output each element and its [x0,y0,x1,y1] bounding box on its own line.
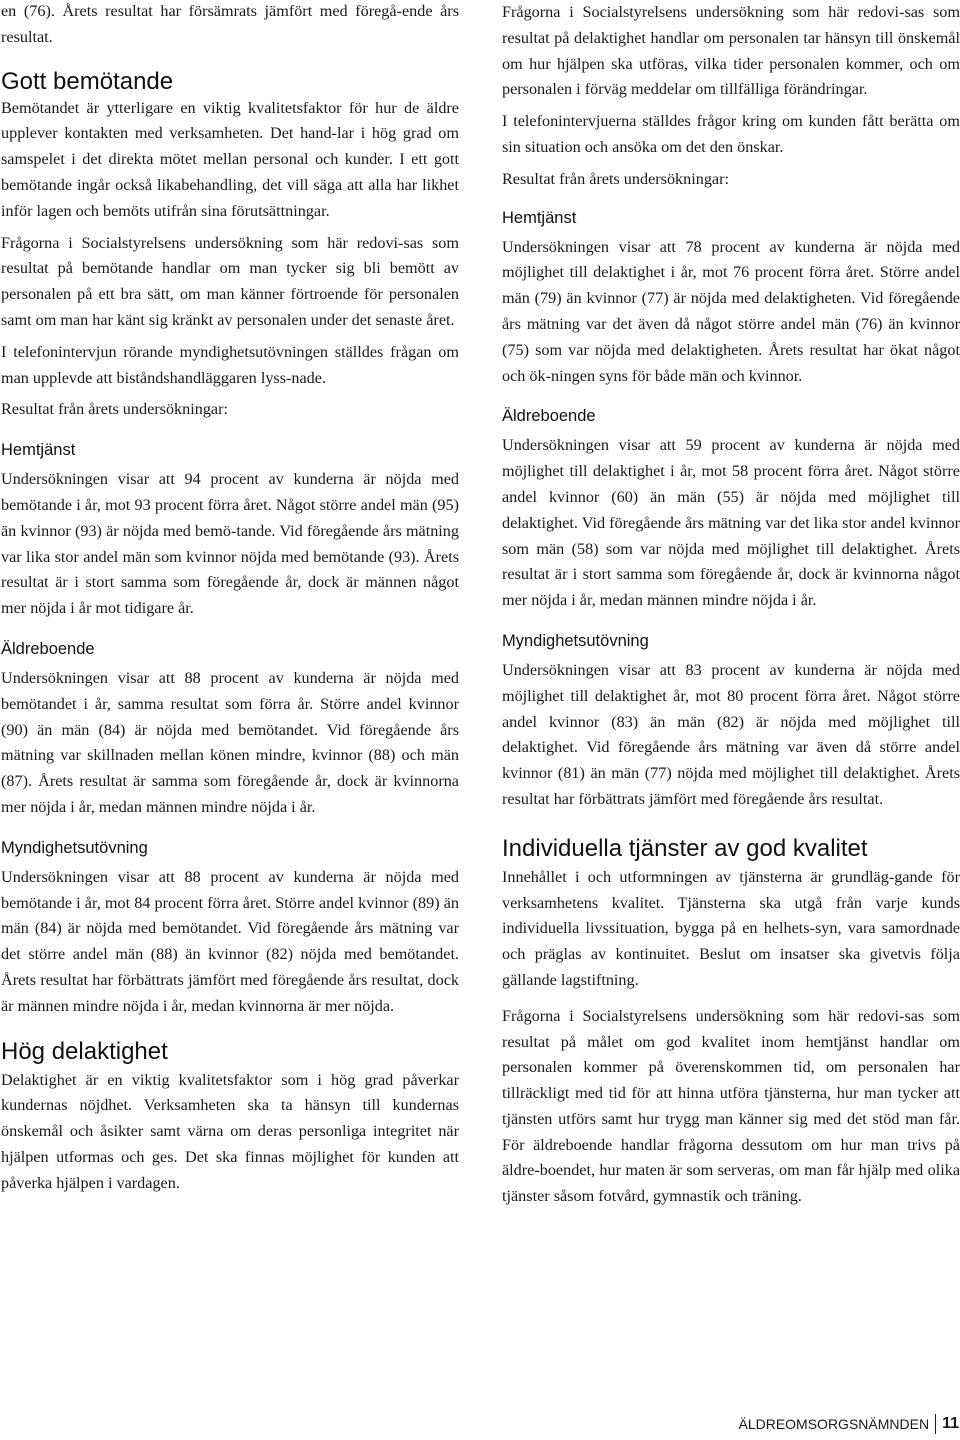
section-heading-delaktighet: Hög delaktighet [1,1037,168,1065]
body-paragraph: Frågorna i Socialstyrelsens undersökning som här redovi-sas som resultat på bemötande handlar om man tycker sig bli bemött av personalen på ett bra sätt, om man känner förtroende för personalen samt om man har känt sig kränkt av personalen under det senaste året. [1,233,459,329]
body-paragraph: I telefonintervjun rörande myndighetsutövningen ställdes frågan om man upplevde att biståndshandläggaren lyss-nade. [1,342,459,387]
subheading-hemtjanst: Hemtjänst [1,441,76,460]
body-paragraph: Undersökningen visar att 78 procent av kunderna är nöjda med möjlighet till delaktighet i år, mot 76 procent förra året. Större andel män (79) än kvinnor (77) är nöjda med delaktigheten. Vid föregående års mätning var det även då något större andel män (76) än kvinnor (75) som var nöjda med delaktigheten. Årets resultat har ökat något och ök-ningen syns för både män och kvinnor. [502,237,960,385]
section-heading-bemotande: Gott bemötande [1,67,174,95]
page-number: 11 [942,1415,959,1432]
left-column [1,0,459,1196]
body-paragraph: Undersökningen visar att 94 procent av kunderna är nöjda med bemötande i år, mot 93 procent förra året. Något större andel män (95) än kvinnor (93) är nöjda med bemö-tande. Vid föregående års mätning var lika stor andel män som kvinnor nöjda med bemötande (93). Årets resultat är i stort samma som föregående år, dock är männen något mer nöjda i år mot tidigare år. [1,470,459,618]
body-paragraph: Frågorna i Socialstyrelsens undersökning som här redovi-sas som resultat på målet om god kvalitet inom hemtjänst handlar om personalen kommer på överenskommen tid, om personalen har tillräckligt med tid för att hinna utföra tjänsterna, hur man tycker att tjänsten utförs samt hur trygg man känner sig med det stöd man får. För äldreboende handlar frågorna dessutom om hur man trivs på äldre-boendet, hur maten är som serveras, om man får hjälp med olika tjänster såsom fotvård, gymnastik och träning. [502,1006,960,1206]
subheading-aldreboende: Äldreboende [502,407,596,426]
body-paragraph: Undersökningen visar att 59 procent av kunderna är nöjda med möjlighet till delaktighet i år, mot 58 procent förra året. Något större andel kvinnor (60) än män (55) är nöjda med möjlighet till delaktighet. Vid föregående års mätning var det lika stor andel kvinnor som män (58) som var nöjda med möjlighet till delaktighet. Årets resultat är i stort samma som föregående år, dock är kvinnorna något mer nöjda i år, medan männen mindre nöjda i år. [502,436,960,610]
subheading-hemtjanst: Hemtjänst [502,208,577,227]
body-paragraph: Frågorna i Socialstyrelsens undersökning som här redovi-sas som resultat på delaktighet handlar om personalen tar hänsyn till önskemål om hur hjälpen ska utföras, vilka tider personalen kommer, och om personalen i förväg meddelar om tillfälliga förändringar. [502,3,960,99]
page-footer [738,1414,959,1434]
body-paragraph: Undersökningen visar att 83 procent av kunderna är nöjda med möjlighet till delaktighet år, mot 80 procent förra året. Något större andel kvinnor (83) än män (82) är nöjda med möjlighet till delaktighet. Vid föregående års mätning var även då större andel kvinnor (81) än män (77) nöjda med möjlighet till delaktighet. Årets resultat har förbättrats jämfört med föregående års resultat. [502,660,960,808]
right-column [502,0,960,1210]
subheading-aldreboende: Äldreboende [1,639,95,658]
body-paragraph: Undersökningen visar att 88 procent av kunderna är nöjda med bemötande i år, mot 84 procent förra året. Större andel kvinnor (89) än män (84) är nöjda med bemötandet. Vid föregående års mätning var det större andel män (88) än kvinnor (82) nöjda med bemötandet. Årets resultat har förbättrats jämfört med föregående års resultat, dock är männen mindre nöjda i år, medan kvinnorna är mer nöjda. [1,867,459,1015]
body-paragraph: I telefonintervjuerna ställdes frågor kring om kunden fått berätta om sin situation och ansöka om det den önskar. [502,112,960,156]
body-paragraph: en (76). Årets resultat har försämrats jämfört med föregå-ende års resultat. [1,2,459,46]
subheading-myndighetsutovning: Myndighetsutövning [1,838,148,857]
body-paragraph: Undersökningen visar att 88 procent av kunderna är nöjda med bemötandet i år, samma resultat som förra år. Större andel kvinnor (90) än män (84) är nöjda med bemötandet. Vid föregående års mätning var skillnaden mellan könen mindre, kvinnor (88) och män (87). Årets resultat är samma som föregående år, dock är kvinnorna mer nöjda i år, medan männen mindre nöjda i år. [1,668,459,816]
body-paragraph: Bemötandet är ytterligare en viktig kvalitetsfaktor för hur de äldre upplever kontakten med verksamheten. Det hand-lar i hög grad om samspelet i det direkta mötet mellan personal och kunder. I ett gott bemötande ingår också likabehandling, det vill säga att alla har likhet inför lagen och bemöts utifrån sina förutsättningar. [1,98,459,220]
footer-divider [935,1414,936,1434]
section-heading-individuella: Individuella tjänster av god kvalitet [502,834,868,862]
body-paragraph: Delaktighet är en viktig kvalitetsfaktor som i hög grad påverkar kundernas nöjdhet. Verksamheten ska ta hänsyn till kundernas önskemål och åsikter samt värna om deras personliga integritet när hjälpen utformas och ges. Det ska finnas möjlighet för kunden att påverka hjälpen i vardagen. [1,1070,459,1192]
body-paragraph: Resultat från årets undersökningar: [502,169,730,188]
body-paragraph: Resultat från årets undersökningar: [1,400,229,419]
subheading-myndighetsutovning: Myndighetsutövning [502,631,649,650]
body-paragraph: Innehållet i och utformningen av tjänsterna är grundläg-gande för verksamhetens kvalitet. Tjänsterna ska utgå från varje kunds individuella livssituation, bygga på en helhets-syn, vara samordnade och präglas av kontinuitet. Beslut om insatser ska givetvis följa gällande lagstiftning. [502,867,960,989]
footer-label: ÄLDREOMSORGSNÄMNDEN [738,1416,930,1432]
